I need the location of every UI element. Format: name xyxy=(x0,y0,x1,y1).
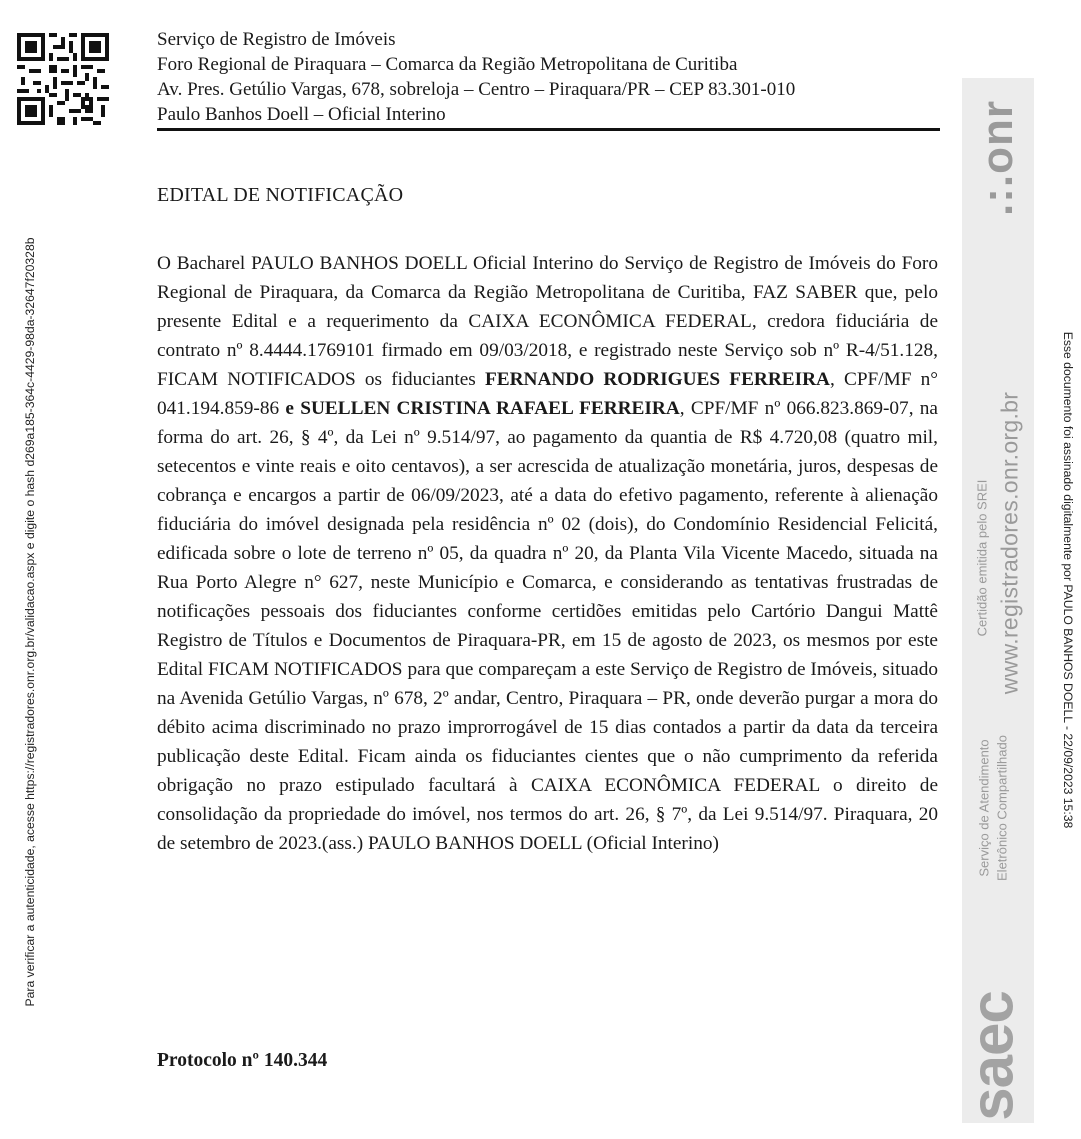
document-title: EDITAL DE NOTIFICAÇÃO xyxy=(157,184,404,206)
verification-margin-text: Para verificar a autenticidade, acesse https://registradores.onr.org.br/validacao.aspx e digite o hash d269a185-364c-4429-98da-32647f20328b xyxy=(23,237,37,1007)
header-divider xyxy=(157,128,940,131)
notice-text-part2: , CPF/MF n° 041.194.859-86 xyxy=(157,369,938,419)
registry-header xyxy=(157,27,939,127)
notice-body xyxy=(157,249,938,858)
srei-certified-text: Certidão emitida pelo SREI xyxy=(974,479,990,637)
header-address: Av. Pres. Getúlio Vargas, 678, sobreloja – Centro – Piraquara/PR – CEP 83.301-010 xyxy=(157,79,796,100)
protocol-number: 140.344 xyxy=(263,1050,328,1071)
notice-text-part1: O Bacharel PAULO BANHOS DOELL Oficial Interino do Serviço de Registro de Imóveis do Foro Regional de Piraquara, da Comarca da Região Metropolitana de Curitiba, FAZ SABER que, pelo presente Edital e a requerimento da CAIXA ECONÔMICA FEDERAL, credora fiduciária de contrato nº 8.4444.1769101 firmado em 09/03/2018, e registrado neste Serviço sob nº R-4/51.128, FICAM NOTIFICADOS os fiduciantes xyxy=(157,253,938,390)
debtor-name-1: FERNANDO RODRIGUES FERREIRA xyxy=(484,369,830,390)
saec-subtitle-1: Serviço de Atendimento xyxy=(976,739,992,877)
registradores-url: www.registradores.onr.org.br xyxy=(996,391,1023,695)
onr-logo: .:.onr xyxy=(973,100,1022,216)
protocol-line xyxy=(157,1050,327,1072)
protocol-label: Protocolo nº xyxy=(157,1050,259,1071)
header-forum: Foro Regional de Piraquara – Comarca da Região Metropolitana de Curitiba xyxy=(157,54,738,75)
header-officer: Paulo Banhos Doell – Oficial Interino xyxy=(157,104,446,125)
saec-logo: saec xyxy=(958,991,1026,1121)
debtor-name-2: e SUELLEN CRISTINA RAFAEL FERREIRA xyxy=(285,398,680,419)
saec-subtitle-2: Eletrônico Compartilhado xyxy=(994,735,1010,881)
saec-stamp xyxy=(958,78,1034,1123)
signature-margin-text: Esse documento foi assinado digitalmente por PAULO BANHOS DOELL - 22/09/2023 15:38 xyxy=(1061,331,1075,829)
header-office: Serviço de Registro de Imóveis xyxy=(157,29,396,50)
qr-code xyxy=(17,33,109,125)
notice-text-part3: , CPF/MF nº 066.823.869-07, na forma do art. 26, § 4º, da Lei nº 9.514/97, ao pagamento da quantia de R$ 4.720,08 (quatro mil, setecentos e vinte reais e oito centavos), a ser acrescida de atualização monetária, juros, despesas de cobrança e encargos a partir de 06/09/2023, até a data do efetivo pagamento, referente à alienação fiduciária do imóvel designada pela residência nº 02 (dois), do Condomínio Residencial Felicitá, edificada sobre o lote de terreno nº 05, da quadra nº 20, da Planta Vila Vicente Macedo, situada na Rua Porto Alegre n° 627, neste Município e Comarca, e considerando as tentativas frustradas de notificações pessoais dos fiduciantes conforme certidões emitidas pelo Cartório Dangui Mattê Registro de Títulos e Documentos de Piraquara-PR, em 15 de agosto de 2023, os mesmos por este Edital FICAM NOTIFICADOS para que compareçam a este Serviço de Registro de Imóveis, situado na Avenida Getúlio Vargas, nº 678, 2º andar, Centro, Piraquara – PR, onde deverão purgar a mora do débito acima discriminado no prazo improrrogável de 15 dias contados a partir da data da terceira publicação deste Edital. Ficam ainda os fiduciantes cientes que o não cumprimento da referida obrigação no prazo estipulado facultará à CAIXA ECONÔMICA FEDERAL o direito de consolidação da propriedade do imóvel, nos termos do art. 26, § 7º, da Lei 9.514/97. Piraquara, 20 de setembro de 2023.(ass.) PAULO BANHOS DOELL (Oficial Interino) xyxy=(157,398,938,854)
